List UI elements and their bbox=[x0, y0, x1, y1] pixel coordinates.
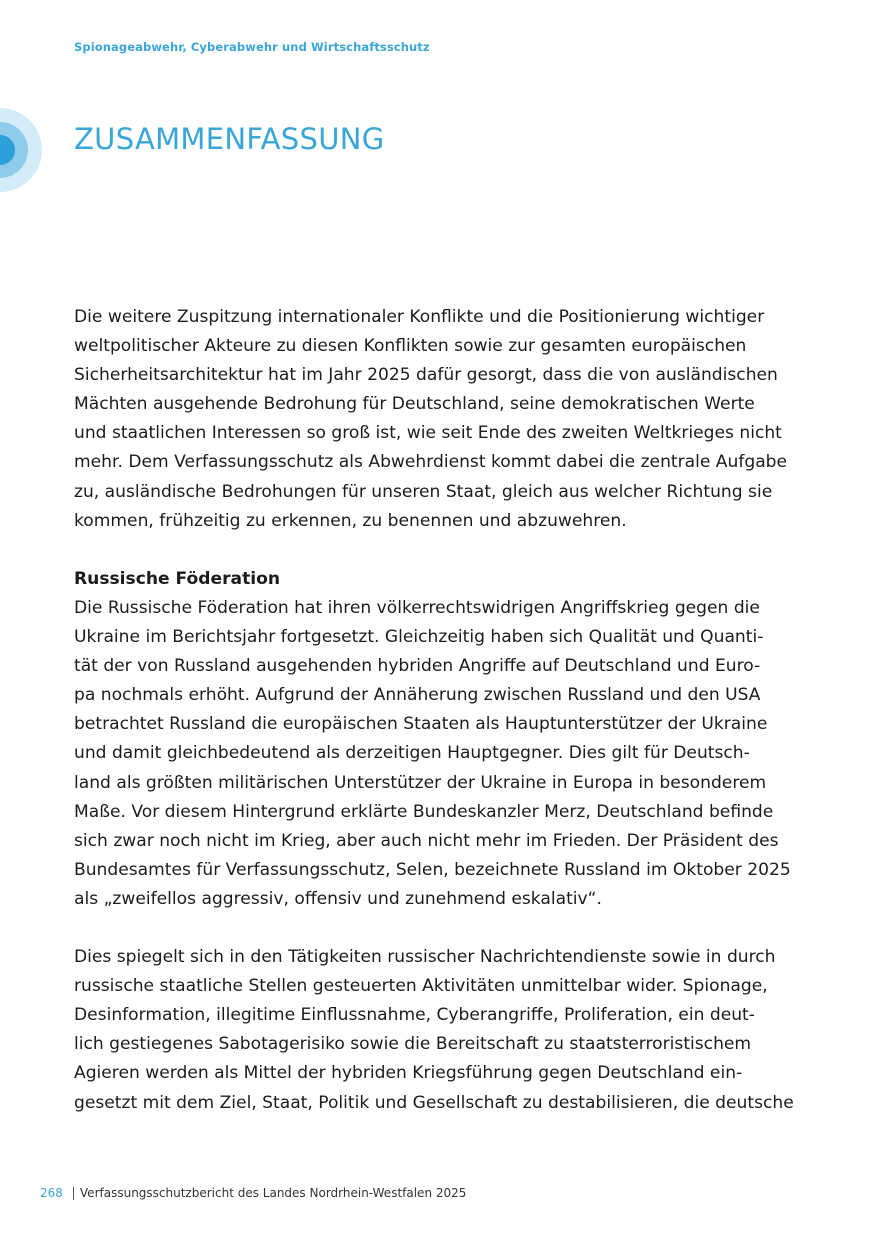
text-line: tät der von Russland ausgehenden hybriden Angriffe auf Deutschland und Euro- bbox=[74, 656, 761, 677]
text-line: Dies spiegelt sich in den Tätigkeiten russischer Nachrichtendienste sowie in durch bbox=[74, 947, 776, 968]
text-line: kommen, frühzeitig zu erkennen, zu benennen und abzuwehren. bbox=[74, 510, 627, 531]
page-number: 268 bbox=[40, 1186, 63, 1200]
russia-paragraph-2 bbox=[74, 943, 804, 1118]
text-line: als „zweifellos aggressiv, offensiv und zunehmend eskalativ“. bbox=[74, 888, 602, 909]
text-line: Agieren werden als Mittel der hybriden Kriegsführung gegen Deutschland ein- bbox=[74, 1063, 743, 1084]
section-heading: Russische Föderation bbox=[74, 568, 281, 589]
text-line: Maße. Vor diesem Hintergrund erklärte Bundeskanzler Merz, Deutschland befinde bbox=[74, 801, 774, 822]
page-footer bbox=[40, 1186, 466, 1200]
text-line: gesetzt mit dem Ziel, Staat, Politik und Gesellschaft zu destabilisieren, die deutsche bbox=[74, 1092, 794, 1113]
text-line: betrachtet Russland die europäischen Staaten als Hauptunterstützer der Ukraine bbox=[74, 714, 768, 735]
text-line: und damit gleichbedeutend als derzeitigen Hauptgegner. Dies gilt für Deutsch- bbox=[74, 743, 750, 764]
text-line: land als größten militärischen Unterstützer der Ukraine in Europa in besonderem bbox=[74, 772, 767, 793]
text-line: Die Russische Föderation hat ihren völkerrechtswidrigen Angriffskrieg gegen die bbox=[74, 597, 760, 618]
text-line: Desinformation, illegitime Einflussnahme, Cyberangriffe, Proliferation, ein deut- bbox=[74, 1005, 755, 1026]
target-circle-icon bbox=[0, 108, 42, 192]
publication-title: Verfassungsschutzbericht des Landes Nordrhein-Westfalen 2025 bbox=[79, 1186, 467, 1200]
text-line: weltpolitischer Akteure zu diesen Konflikten sowie zur gesamten europäischen bbox=[74, 336, 747, 357]
russia-paragraph-1 bbox=[74, 594, 804, 914]
text-line: zu, ausländische Bedrohungen für unseren Staat, gleich aus welcher Richtung sie bbox=[74, 481, 773, 502]
body-text bbox=[74, 303, 804, 1118]
text-line: Sicherheitsarchitektur hat im Jahr 2025 dafür gesorgt, dass die von ausländischen bbox=[74, 365, 778, 386]
page-title: ZUSAMMENFASSUNG bbox=[74, 122, 385, 156]
text-line: russische staatliche Stellen gesteuerten Aktivitäten unmittelbar wider. Spionage, bbox=[74, 976, 768, 997]
intro-paragraph bbox=[74, 303, 804, 536]
text-line: lich gestiegenes Sabotagerisiko sowie die Bereitschaft zu staatsterroristischem bbox=[74, 1034, 752, 1055]
text-line: Mächten ausgehende Bedrohung für Deutschland, seine demokratischen Werte bbox=[74, 394, 755, 415]
text-line: mehr. Dem Verfassungsschutz als Abwehrdienst kommt dabei die zentrale Aufgabe bbox=[74, 452, 788, 473]
running-header: Spionageabwehr, Cyberabwehr und Wirtschaftsschutz bbox=[74, 40, 430, 54]
text-line: Ukraine im Berichtsjahr fortgesetzt. Gleichzeitig haben sich Qualität und Quanti- bbox=[74, 627, 764, 648]
footer-divider bbox=[73, 1187, 74, 1200]
text-line: und staatlichen Interessen so groß ist, wie seit Ende des zweiten Weltkrieges nicht bbox=[74, 423, 782, 444]
text-line: Bundesamtes für Verfassungsschutz, Selen, bezeichnete Russland im Oktober 2025 bbox=[74, 859, 791, 880]
text-line: Die weitere Zuspitzung internationaler Konflikte und die Positionierung wichtiger bbox=[74, 307, 765, 327]
text-line: sich zwar noch nicht im Krieg, aber auch nicht mehr im Frieden. Der Präsident des bbox=[74, 830, 779, 851]
text-line: pa nochmals erhöht. Aufgrund der Annäherung zwischen Russland und den USA bbox=[74, 685, 761, 706]
